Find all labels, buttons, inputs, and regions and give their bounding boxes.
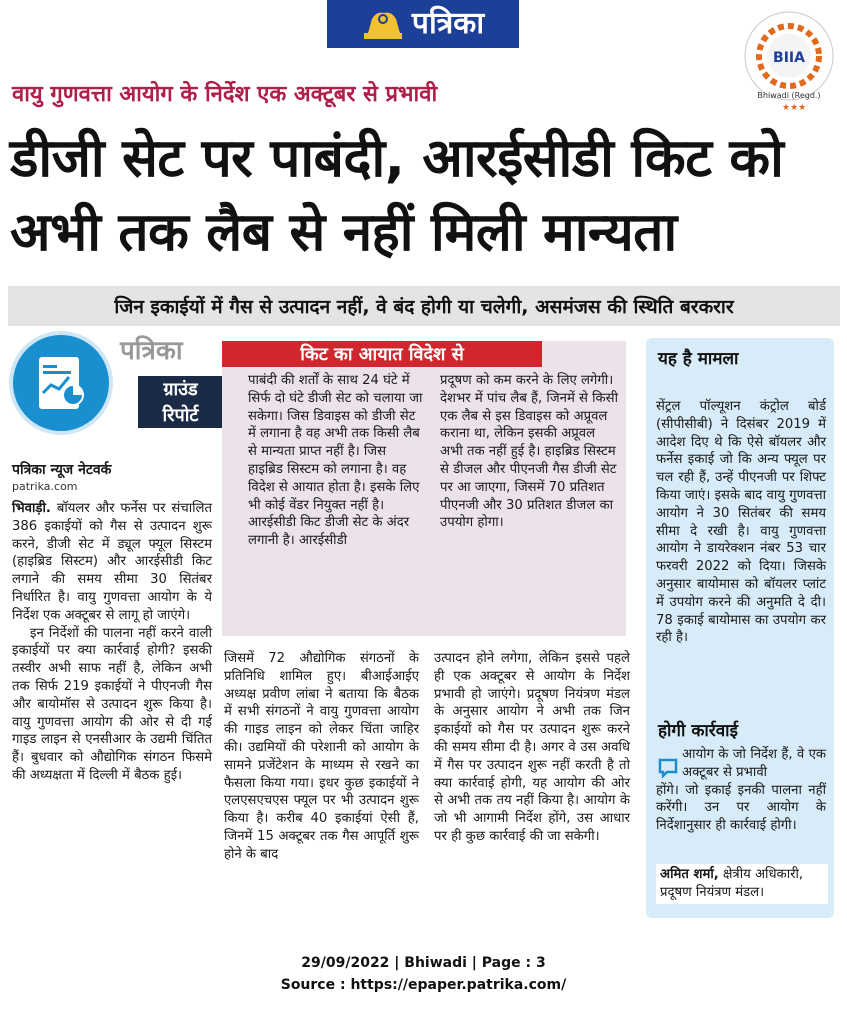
footer-source-line: Source : https://epaper.patrika.com/ (280, 977, 567, 993)
biia-sub: Bhiwadi (Regd.) (757, 91, 821, 100)
svg-text:★★★: ★★★ (782, 103, 807, 113)
import-box-column-1: पाबंदी की शर्तों के साथ 24 घंटे में सिर्फ दो घंटे डीजी सेट को चलाया जा सकेगा। जिस डिवाइस को डीजी सेट में लगाना है वह अभी तक किसी लैब से मान्यता प्राप्त नहीं है। जिस हाइब्रिड सिस्टम को लगाना है। वह विदेश से आयात होता है। इसके लिए भी कोई वेंडर नियुक्त नहीं है। आरईसीडी किट डीजी सेट के अंदर लगानी है। आरईसीडी (248, 373, 423, 549)
signature-title: क्षेत्रीय अधिकारी, प्रदूषण नियंत्रण मंडल। (660, 867, 804, 900)
dateline: भिवाड़ी. (12, 501, 51, 516)
ground-report-line1: ग्राउंड (138, 376, 223, 402)
masthead-brand: पत्रिका (411, 6, 485, 41)
website: patrika.com (12, 480, 78, 493)
signature-name: अमित शर्मा, (660, 867, 719, 882)
kicker: वायु गुणवत्ता आयोग के निर्देश एक अक्टूबर से प्रभावी (12, 82, 438, 107)
article-column-3: उत्पादन होने लगेगा, लेकिन इससे पहले ही एक अक्टूबर से आयोग के निर्देश प्रभावी हो जाएंगे। प्रदूषण नियंत्रण मंडल के अनुसार आयोग ने अभी तक जिन इकाईयों को गैस पर उत्पादन शुरू करने की समय सीमा दी है। अगर वे उस अवधि में गैस पर उत्पादन शुरू नहीं करती है तो क्या कार्रवाई होगी, यह आयोग की ओर से अभी तक तय नहीं किया है। आयोग के जो भी आगामी निर्देश होंगे, उस आधार पर ही कुछ कार्रवाई की जा सकेगी। (434, 651, 630, 844)
article-column-1 (12, 500, 212, 785)
article-column-2: जिसमें 72 औद्योगिक संगठनों के प्रतिनिधि शामिल हुए। बीआईआईए अध्यक्ष प्रवीण लांबा ने बताया कि बैठक में सभी संगठनों ने वायु गुणवत्ता आयोग की गाइड लाइन को लेकर चिंता जाहिर की। उद्यमियों की परेशानी को आयोग के सामने प्रजेंटेशन के माध्यम से रखने का फैसला किया गया। इधर कुछ इकाईयों ने एलएसएचएस फ्यूल पर भी उत्पादन शुरू किया है। करीब 40 इकाईयां ऐसी हैं, जिनमें 15 अक्टूबर तक गैस आपूर्ति शुरू होने के बाद (224, 651, 419, 862)
col1-paragraph-1: बॉयलर और फर्नेस पर संचालित 386 इकाईयों को गैस से उत्पादन शुरू करने, डीजी सेट में ड्यूल फ्यूल सिस्टम (हाइब्रिड सिस्टम) और आरईसीडी किट लगाने की समय सीमा 30 सितंबर निर्धारित है। वायु गुणवत्ता आयोग के ये निर्देश एक अक्टूबर से लागू हो जाएंगे। (12, 501, 212, 623)
masthead (327, 0, 519, 48)
sidebar-quote-1: आयोग के जो निर्देश हैं, वे एक अक्टूबर से प्रभावी (682, 747, 826, 780)
sidebar-quote-2: होंगे। जो इकाई इनकी पालना नहीं करेंगी। उन पर आयोग के निर्देशानुसार ही कार्रवाई होगी। (656, 782, 826, 834)
report-chart-icon (13, 335, 109, 431)
col1-paragraph-2: इन निर्देशों की पालना नहीं करने वाली इकाईयों पर क्या कार्रवाई होगी? इसकी तस्वीर अभी साफ नहीं है, लेकिन अभी तक सिर्फ 219 इकाईयों ने पीएनजी गैस और बायोमॉस से उत्पादन शुरू किया है। वायु गुणवत्ता आयोग की ओर से दी गई गाइड लाइन से एनसीआर के उद्यमी चिंतित हैं। बुधवार को औद्योगिक संगठन फिसमे की अध्यक्षता में दिल्ली में बैठक हुई। (12, 625, 212, 783)
byline: पत्रिका न्यूज नेटवर्क (12, 462, 112, 478)
biia-short: BIIA (773, 50, 805, 66)
ground-report-title: पत्रिका (120, 336, 183, 366)
import-box-header: किट का आयात विदेश से (222, 341, 542, 367)
lion-icon (362, 7, 404, 41)
ground-report-line2: रिपोर्ट (138, 402, 223, 428)
import-box-column-2: प्रदूषण को कम करने के लिए लगेगी। देशभर में पांच लैब हैं, जिनमें से किसी एक लैब से इस डिवाइस को अप्रूवल कराना था, लेकिन इसकी अप्रूवल अभी तक नहीं हुई है। हाइब्रिड सिस्टम से डीजल और पीएनजी गैस डीजी सेट पर आ जाएगा, जिसमें 70 प्रतिशत पीएनजी और 30 प्रतिशत डीजल का उपयोग होगा। (440, 373, 619, 531)
sidebar-title-2: होगी कार्रवाई (658, 721, 738, 741)
sidebar-body-2 (656, 746, 826, 835)
biia-logo (740, 6, 838, 116)
sidebar-body-1: सेंट्रल पॉल्यूशन कंट्रोल बोर्ड (सीपीसीबी) ने दिसंबर 2019 में आदेश दिए थे कि ऐसे बॉयलर और फर्नेस इकाई जो कि अन्य फ्यूल पर चल रही हैं, उन्हें पीएनजी पर शिफ्ट किया जाएं। इसके बाद वायु गुणवत्ता आयोग ने 30 सितंबर की समय सीमा दे रखी है। वायु गुणवत्ता आयोग ने डायरेक्शन नंबर 53 चार फरवरी 2022 को दिया। जिसके अनुसार बायोमास को बॉयलर प्लांट में उपयोग करने की अनुमति दे दी। 78 इकाई बायोमास का उपयोग कर रही है। (656, 399, 826, 646)
subheadline: जिन इकाईयों में गैस से उत्पादन नहीं, वे बंद होगी या चलेगी, असमंजस की स्थिति बरकरार (8, 286, 840, 326)
ground-report-logo (13, 335, 109, 431)
sidebar-signature (656, 864, 828, 904)
footer-date-line: 29/09/2022 | Bhiwadi | Page : 3 (301, 955, 546, 971)
sidebar-title-1: यह है मामला (658, 349, 739, 369)
headline: डीजी सेट पर पाबंदी, आरईसीडी किट को अभी तक लैब से नहीं मिली मान्यता (10, 128, 784, 263)
